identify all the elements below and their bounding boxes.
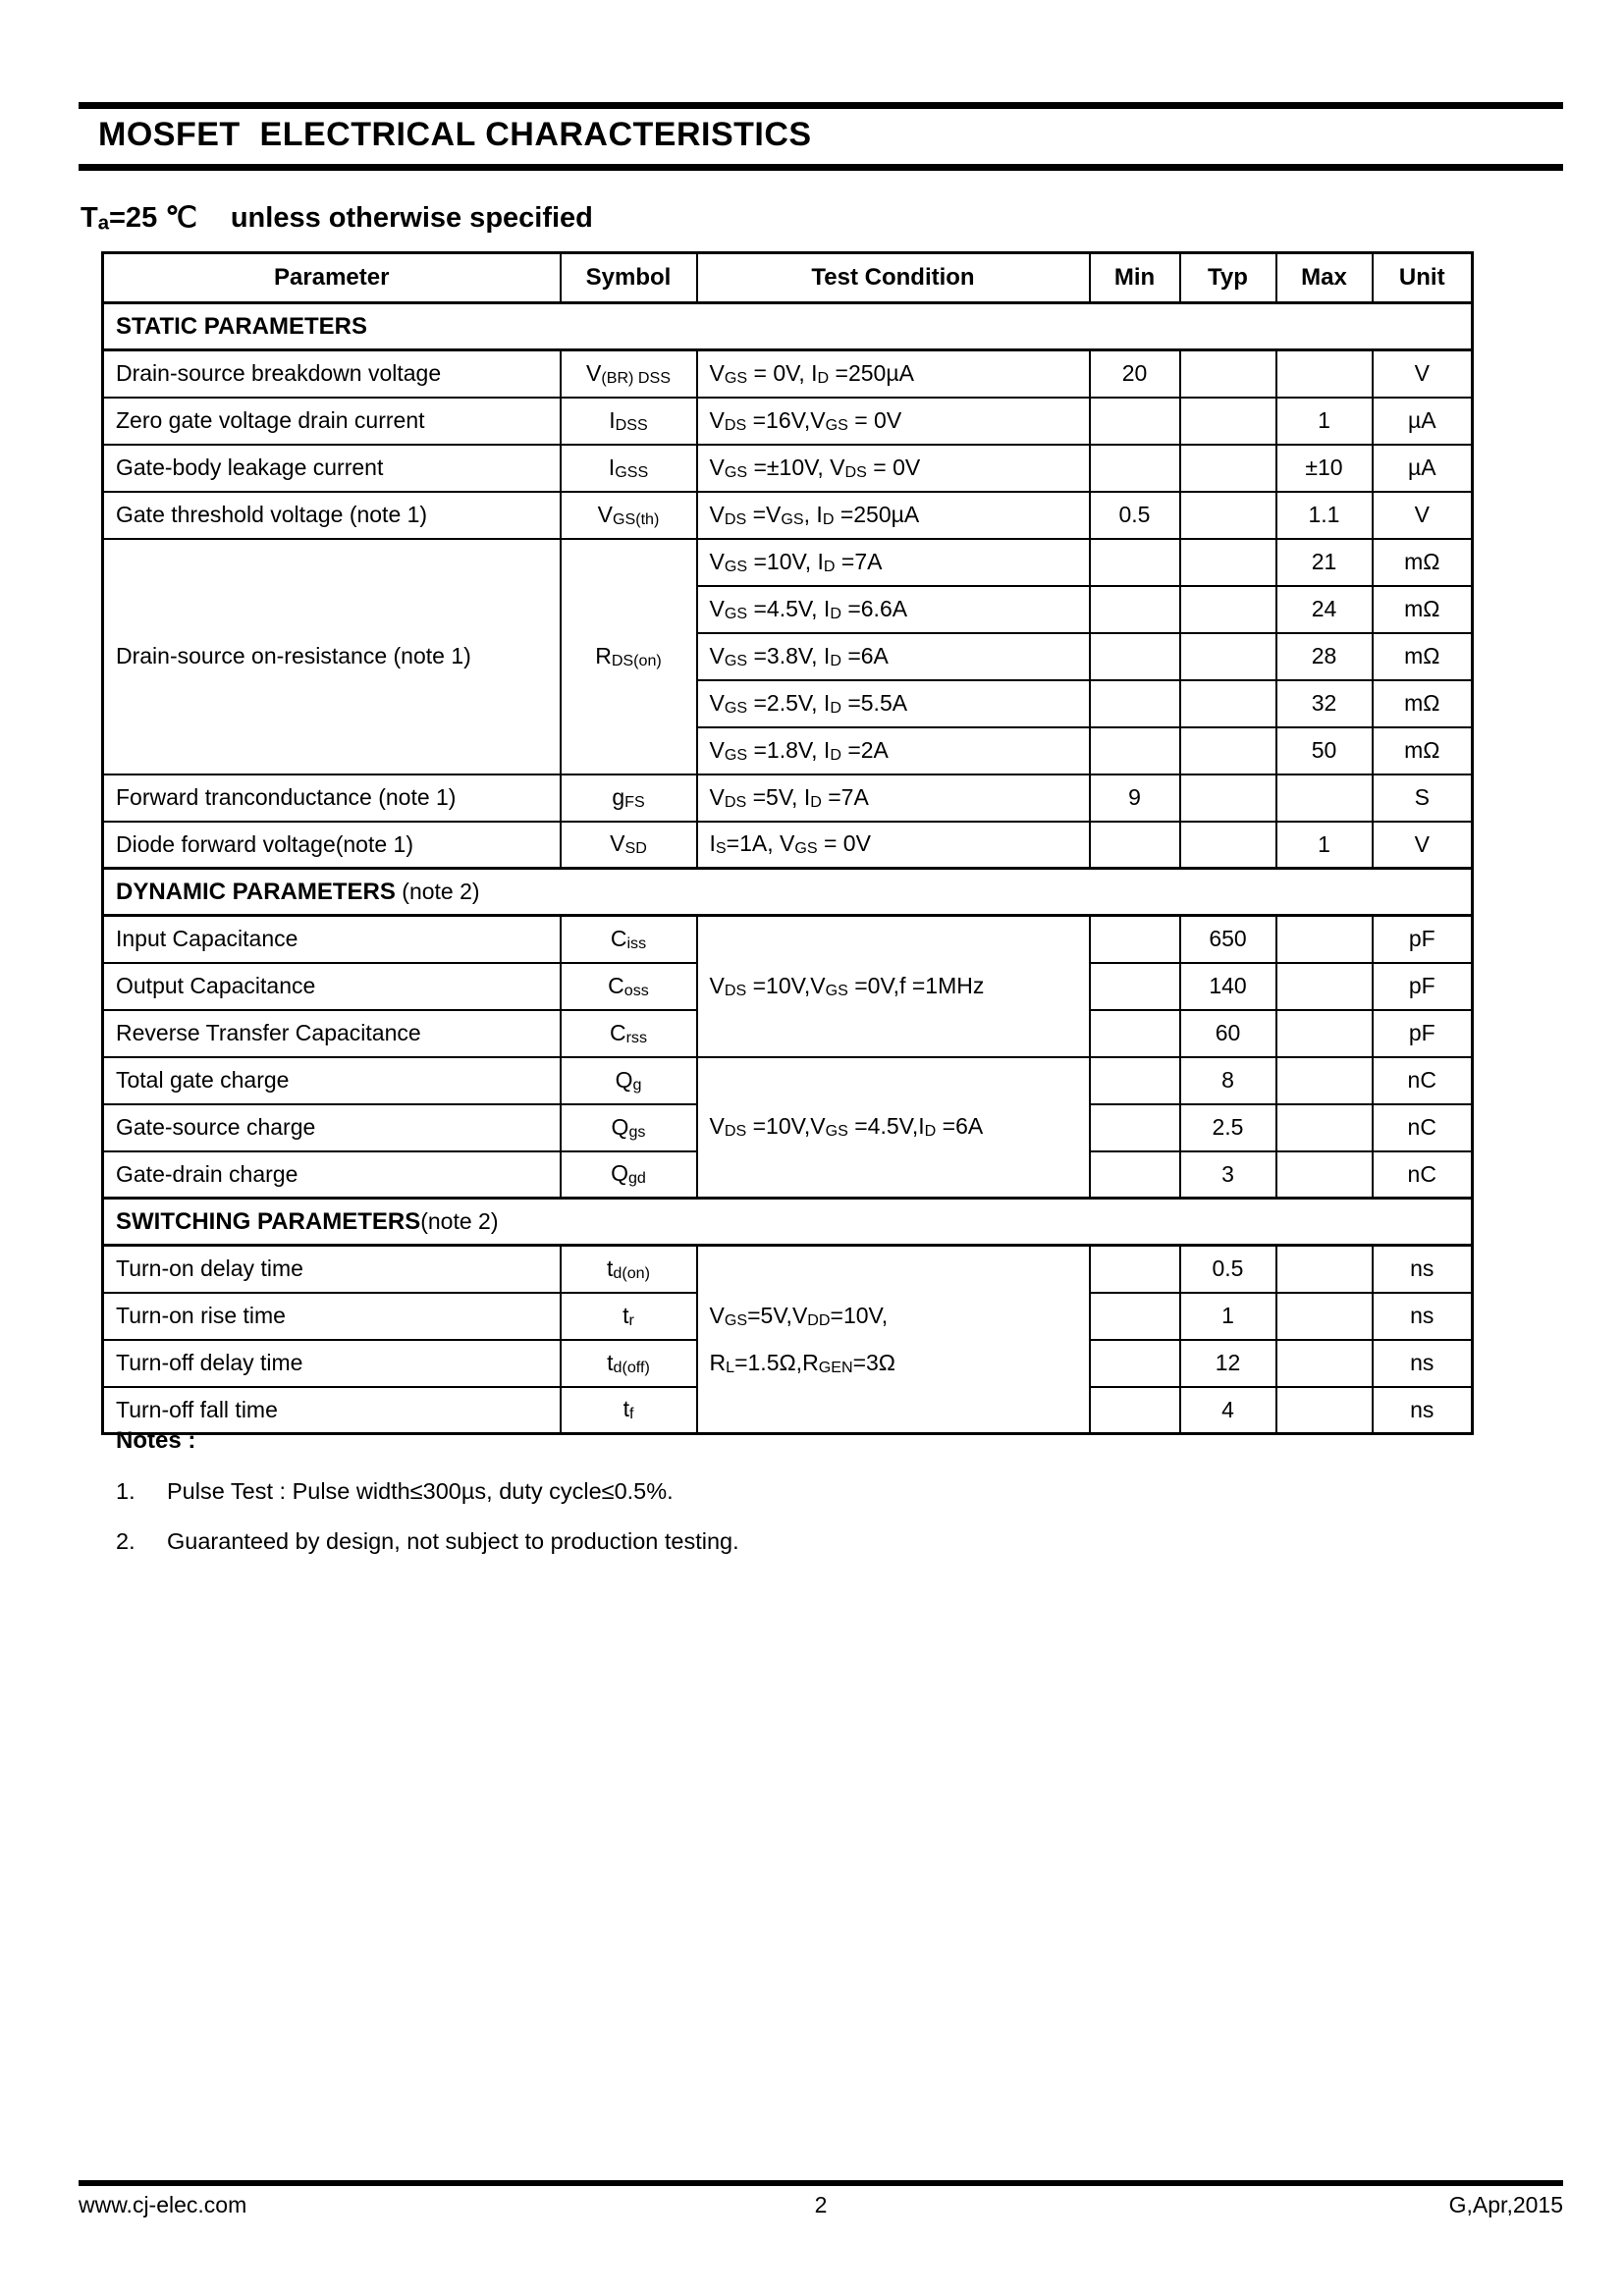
table-cell: tf [561, 1387, 697, 1434]
table-row [103, 774, 1473, 822]
table-cell: VDS =5V, ID =7A [697, 774, 1090, 822]
table-cell: Coss [561, 963, 697, 1010]
table-cell: VDS =VGS, ID =250µA [697, 492, 1090, 539]
note-number: 2. [116, 1528, 135, 1554]
table-cell: VGS =3.8V, ID =6A [697, 633, 1090, 680]
section-header-cell: STATIC PARAMETERS [103, 303, 1473, 350]
table-row [103, 350, 1473, 398]
table-cell [1276, 774, 1373, 822]
section-header-row [103, 869, 1473, 916]
table-cell: pF [1373, 916, 1473, 963]
table-cell [1276, 1293, 1373, 1340]
table-cell: Qg [561, 1057, 697, 1104]
table-cell: Gate-drain charge [103, 1151, 561, 1199]
table-row [103, 1246, 1473, 1293]
subtitle-temperature: Ta=25 ℃ [81, 202, 197, 235]
table-cell [1180, 350, 1276, 398]
notes-section [116, 1427, 1196, 1555]
table-cell [1180, 398, 1276, 445]
table-cell: 1 [1276, 822, 1373, 869]
table-cell: µA [1373, 445, 1473, 492]
table-cell: ns [1373, 1246, 1473, 1293]
table-cell [1180, 492, 1276, 539]
table-cell: VGS =4.5V, ID =6.6A [697, 586, 1090, 633]
table-cell [1090, 445, 1180, 492]
table-cell: Turn-off fall time [103, 1387, 561, 1434]
column-header: Test Condition [697, 253, 1090, 303]
table-cell: VDS =10V,VGS =4.5V,ID =6A [697, 1057, 1090, 1199]
table-cell: 24 [1276, 586, 1373, 633]
characteristics-table-wrap [101, 251, 1474, 1435]
subtitle-text: unless otherwise specified [230, 202, 593, 234]
table-cell [1090, 680, 1180, 727]
table-cell: VGS =10V, ID =7A [697, 539, 1090, 586]
table-cell: Crss [561, 1010, 697, 1057]
table-cell: VDS =16V,VGS = 0V [697, 398, 1090, 445]
table-cell [1180, 633, 1276, 680]
column-header: Symbol [561, 253, 697, 303]
table-cell: Forward tranconductance (note 1) [103, 774, 561, 822]
table-cell [1090, 633, 1180, 680]
table-cell: Zero gate voltage drain current [103, 398, 561, 445]
table-cell [1090, 586, 1180, 633]
column-header: Parameter [103, 253, 561, 303]
table-cell: pF [1373, 1010, 1473, 1057]
table-cell [1090, 1104, 1180, 1151]
table-cell: IS=1A, VGS = 0V [697, 822, 1090, 869]
table-cell [1090, 1293, 1180, 1340]
table-cell: Gate-source charge [103, 1104, 561, 1151]
table-cell: mΩ [1373, 539, 1473, 586]
table-cell: gFS [561, 774, 697, 822]
table-cell: µA [1373, 398, 1473, 445]
table-cell: td(off) [561, 1340, 697, 1387]
table-cell: VGS(th) [561, 492, 697, 539]
table-cell: V [1373, 350, 1473, 398]
table-cell: mΩ [1373, 633, 1473, 680]
table-cell: 0.5 [1090, 492, 1180, 539]
table-cell: Qgd [561, 1151, 697, 1199]
table-cell [1090, 916, 1180, 963]
table-cell: 1.1 [1276, 492, 1373, 539]
table-cell: 28 [1276, 633, 1373, 680]
table-cell [1276, 350, 1373, 398]
table-cell: ns [1373, 1340, 1473, 1387]
notes-list [116, 1478, 1196, 1555]
table-row [103, 822, 1473, 869]
footer-website: www.cj-elec.com [79, 2192, 247, 2217]
table-cell [1276, 963, 1373, 1010]
note-item [116, 1478, 1196, 1505]
table-cell: tr [561, 1293, 697, 1340]
footer-revision-date: G,Apr,2015 [1448, 2192, 1563, 2217]
table-cell: 20 [1090, 350, 1180, 398]
note-text: Guaranteed by design, not subject to production testing. [167, 1528, 739, 1554]
table-cell: RDS(on) [561, 539, 697, 774]
table-cell: V [1373, 822, 1473, 869]
table-cell: S [1373, 774, 1473, 822]
table-cell: Ciss [561, 916, 697, 963]
table-cell [1090, 1151, 1180, 1199]
table-cell: 2.5 [1180, 1104, 1276, 1151]
table-cell [1090, 963, 1180, 1010]
table-cell [1276, 916, 1373, 963]
conditions-subtitle [81, 200, 593, 235]
table-cell: pF [1373, 963, 1473, 1010]
note-number: 1. [116, 1478, 135, 1504]
table-cell: 21 [1276, 539, 1373, 586]
table-cell [1090, 822, 1180, 869]
table-cell: Gate threshold voltage (note 1) [103, 492, 561, 539]
table-cell: IDSS [561, 398, 697, 445]
table-row [103, 539, 1473, 586]
table-cell: Qgs [561, 1104, 697, 1151]
table-cell: nC [1373, 1151, 1473, 1199]
table-cell [1180, 586, 1276, 633]
table-cell [1276, 1387, 1373, 1434]
table-cell: Drain-source on-resistance (note 1) [103, 539, 561, 774]
table-cell: ns [1373, 1387, 1473, 1434]
section-header-cell: DYNAMIC PARAMETERS (note 2) [103, 869, 1473, 916]
table-cell [1180, 539, 1276, 586]
table-row [103, 492, 1473, 539]
table-cell [1180, 774, 1276, 822]
table-cell: Output Capacitance [103, 963, 561, 1010]
table-cell [1090, 1057, 1180, 1104]
table-row [103, 398, 1473, 445]
table-cell: Drain-source breakdown voltage [103, 350, 561, 398]
footer-rule [79, 2180, 1563, 2186]
table-cell [1276, 1057, 1373, 1104]
table-cell [1276, 1151, 1373, 1199]
table-cell: VGS = 0V, ID =250µA [697, 350, 1090, 398]
table-cell: mΩ [1373, 727, 1473, 774]
header-rule-bottom [79, 164, 1563, 171]
table-row [103, 1057, 1473, 1104]
table-cell: Reverse Transfer Capacitance [103, 1010, 561, 1057]
table-cell: nC [1373, 1104, 1473, 1151]
table-header-row [103, 253, 1473, 303]
table-cell: mΩ [1373, 680, 1473, 727]
table-cell: nC [1373, 1057, 1473, 1104]
table-cell: Turn-off delay time [103, 1340, 561, 1387]
table-cell [1180, 680, 1276, 727]
table-cell: Gate-body leakage current [103, 445, 561, 492]
column-header: Max [1276, 253, 1373, 303]
table-cell: 0.5 [1180, 1246, 1276, 1293]
table-cell: ±10 [1276, 445, 1373, 492]
notes-heading: Notes : [116, 1427, 196, 1454]
table-cell: Turn-on rise time [103, 1293, 561, 1340]
electrical-characteristics-table [101, 251, 1474, 1435]
table-cell: V(BR) DSS [561, 350, 697, 398]
table-cell [1276, 1246, 1373, 1293]
table-cell: 50 [1276, 727, 1373, 774]
table-cell [1276, 1340, 1373, 1387]
table-cell [1276, 1104, 1373, 1151]
table-cell [1090, 727, 1180, 774]
table-cell [1090, 398, 1180, 445]
table-cell: td(on) [561, 1246, 697, 1293]
table-cell: VGS=5V,VDD=10V, RL=1.5Ω,RGEN=3Ω [697, 1246, 1090, 1434]
table-cell [1090, 1010, 1180, 1057]
column-header: Min [1090, 253, 1180, 303]
table-cell: Turn-on delay time [103, 1246, 561, 1293]
table-cell [1276, 1010, 1373, 1057]
table-cell: 32 [1276, 680, 1373, 727]
table-cell: ns [1373, 1293, 1473, 1340]
table-cell: IGSS [561, 445, 697, 492]
table-cell: VGS =1.8V, ID =2A [697, 727, 1090, 774]
column-header: Unit [1373, 253, 1473, 303]
table-cell: Diode forward voltage(note 1) [103, 822, 561, 869]
table-cell: VDS =10V,VGS =0V,f =1MHz [697, 916, 1090, 1057]
table-cell: VGS =±10V, VDS = 0V [697, 445, 1090, 492]
table-cell: 9 [1090, 774, 1180, 822]
table-cell: 650 [1180, 916, 1276, 963]
table-cell: 3 [1180, 1151, 1276, 1199]
section-header-row [103, 303, 1473, 350]
table-cell: Input Capacitance [103, 916, 561, 963]
table-row [103, 916, 1473, 963]
table-cell [1090, 1340, 1180, 1387]
table-cell: VGS =2.5V, ID =5.5A [697, 680, 1090, 727]
table-cell: 8 [1180, 1057, 1276, 1104]
table-cell: Total gate charge [103, 1057, 561, 1104]
table-cell [1180, 727, 1276, 774]
table-cell: 140 [1180, 963, 1276, 1010]
footer-page-number: 2 [814, 2192, 828, 2217]
page-title: MOSFET ELECTRICAL CHARACTERISTICS [98, 116, 812, 153]
table-cell [1180, 822, 1276, 869]
column-header: Typ [1180, 253, 1276, 303]
table-cell [1090, 539, 1180, 586]
table-cell: 60 [1180, 1010, 1276, 1057]
table-row [103, 445, 1473, 492]
table-cell [1180, 445, 1276, 492]
table-cell: 12 [1180, 1340, 1276, 1387]
header-rule-top [79, 102, 1563, 109]
table-cell: mΩ [1373, 586, 1473, 633]
table-cell: VSD [561, 822, 697, 869]
table-cell: 1 [1276, 398, 1373, 445]
note-text: Pulse Test : Pulse width≤300µs, duty cycle≤0.5%. [167, 1478, 674, 1504]
table-cell [1090, 1246, 1180, 1293]
section-header-row [103, 1199, 1473, 1246]
table-cell: 1 [1180, 1293, 1276, 1340]
table-cell: 4 [1180, 1387, 1276, 1434]
section-header-cell: SWITCHING PARAMETERS(note 2) [103, 1199, 1473, 1246]
note-item [116, 1528, 1196, 1555]
table-cell: V [1373, 492, 1473, 539]
